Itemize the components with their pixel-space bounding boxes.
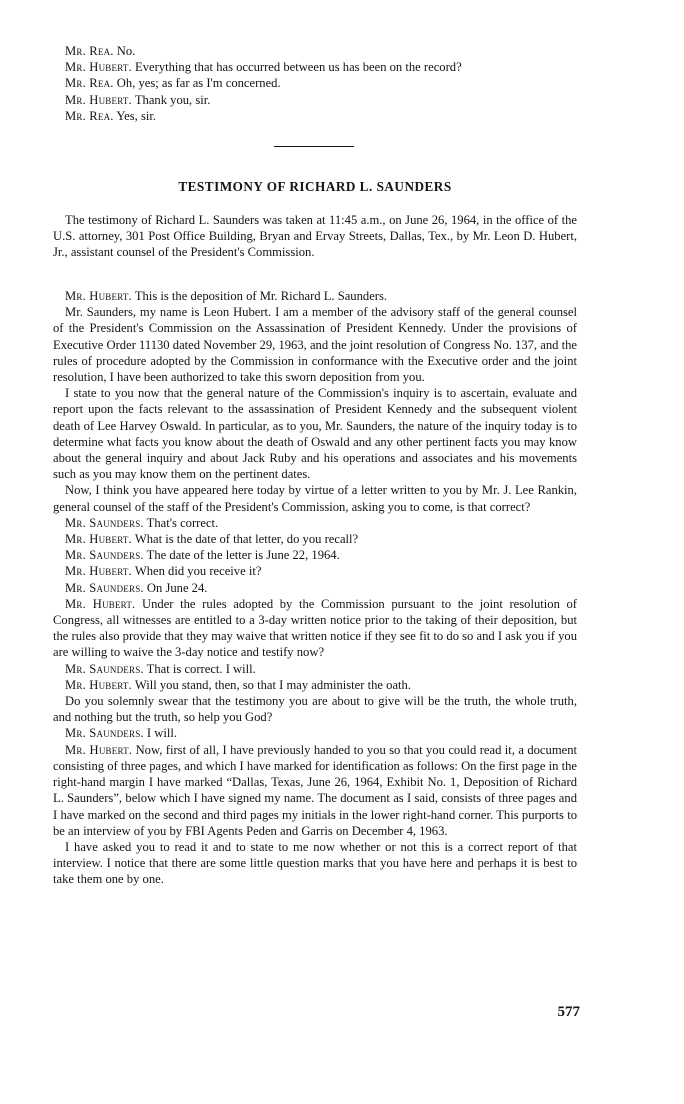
- speaker-label: Mr. Saunders.: [65, 548, 144, 563]
- speaker-label: Mr. Hubert.: [65, 564, 132, 579]
- dialogue-line: [53, 580, 577, 596]
- dialogue-text: Under the rules adopted by the Commission pursuant to the joint resolution of Congress, all witnesses are entitled to a 3-day written notice prior to the taking of their deposition, but the rules also provide that they may waive that written notice if they see fit to do so and I ask you if you are willing to waive the 3-day notice and testify now?: [53, 596, 577, 660]
- dialogue-text: That's correct.: [143, 515, 219, 530]
- speaker-label: Mr. Saunders.: [65, 515, 144, 530]
- speaker-label: Mr. Hubert.: [65, 92, 132, 107]
- speaker-label: Mr. Hubert.: [65, 742, 133, 757]
- dialogue-text: Yes, sir.: [113, 108, 157, 123]
- dialogue-line: [53, 43, 577, 59]
- dialogue-text: I will.: [143, 726, 177, 741]
- speaker-label: Mr. Hubert.: [65, 677, 132, 692]
- dialogue-line: [53, 304, 577, 385]
- speaker-label: Mr. Hubert.: [65, 532, 132, 547]
- dialogue-line: [53, 725, 577, 741]
- dialogue-line: [53, 661, 577, 677]
- dialogue-line: [53, 59, 577, 75]
- dialogue-line: [53, 596, 577, 661]
- dialogue-text: When did you receive it?: [131, 564, 262, 579]
- dialogue-text: What is the date of that letter, do you recall?: [131, 532, 359, 547]
- dialogue-text: That is correct. I will.: [143, 661, 256, 676]
- speaker-label: Mr. Saunders.: [65, 580, 144, 595]
- section-title: TESTIMONY OF RICHARD L. SAUNDERS: [178, 179, 452, 194]
- dialogue-text: Oh, yes; as far as I'm concerned.: [113, 76, 281, 91]
- dialogue-line: [53, 515, 577, 531]
- dialogue-line: [53, 92, 577, 108]
- dialogue-text: Everything that has occurred between us has been on the record?: [131, 60, 462, 75]
- dialogue-line: [53, 839, 577, 888]
- dialogue-line: [53, 482, 577, 514]
- dialogue-text: Now, first of all, I have previously handed to you so that you could read it, a document consisting of three pages, and which I have marked for identification as follows: On the first page in the right-hand margin I have marked “Dallas, Texas, June 26, 1964, Exhibit No. 1, Deposition of Richard L. Saunders”, below which I have signed my name. The document as I said, consists of three pages and I have marked on the second and third pages my initials in the lower right-hand corner. This purports to be an interview of you by FBI Agents Peden and Garris on December 4, 1963.: [53, 742, 577, 838]
- speaker-label: Mr. Hubert.: [65, 596, 136, 611]
- dialogue-text: Thank you, sir.: [131, 92, 211, 107]
- speaker-label: Mr. Saunders.: [65, 726, 144, 741]
- dialogue-text: Will you stand, then, so that I may administer the oath.: [131, 677, 411, 692]
- testimony-body: [53, 288, 577, 888]
- speaker-label: Mr. Saunders.: [65, 661, 144, 676]
- dialogue-line: [53, 677, 577, 693]
- dialogue-line: [53, 288, 577, 304]
- dialogue-line: [53, 75, 577, 91]
- intro-paragraph: [53, 212, 577, 261]
- dialogue-text: Mr. Saunders, my name is Leon Hubert. I am a member of the advisory staff of the general counsel of the President's Commission on the Assassination of President Kennedy. Under the provisions of Executive Order 11130 dated November 29, 1963, and the joint resolution of Congress No. 137, and the rules of procedure adopted by the Commission in conformance with the Executive order and the joint resolution, I have been authorized to take this sworn deposition from you.: [53, 305, 577, 385]
- dialogue-line: [53, 563, 577, 579]
- dialogue-line: [53, 693, 577, 725]
- dialogue-line: [53, 531, 577, 547]
- dialogue-text: This is the deposition of Mr. Richard L. Saunders.: [131, 289, 388, 303]
- dialogue-line: [53, 385, 577, 482]
- speaker-label: Mr. Rea.: [65, 76, 114, 91]
- speaker-label: Mr. Rea.: [65, 44, 114, 58]
- dialogue-text: On June 24.: [143, 580, 208, 595]
- prior-testimony-closing: [53, 43, 577, 124]
- speaker-label: Mr. Hubert.: [65, 60, 132, 75]
- dialogue-line: [53, 547, 577, 563]
- dialogue-text: No.: [113, 44, 136, 58]
- dialogue-text: I have asked you to read it and to state to me now whether or not this is a correct report of that interview. I notice that there are some little question marks that you have here and perhaps it is best to take them one by one.: [53, 839, 577, 887]
- dialogue-text: I state to you now that the general nature of the Commission's inquiry is to ascertain, evaluate and report upon the facts relevant to the assassination of President Kennedy and the subsequent violent death of Lee Harvey Oswald. In particular, as to you, Mr. Saunders, the nature of the inquiry today is to determine what facts you know about the death of Oswald and any other pertinent facts you may know about the general inquiry and about Jack Ruby and his operations and associates and his movements such as you may know them on the pertinent dates.: [53, 386, 577, 482]
- dialogue-text: Now, I think you have appeared here today by virtue of a letter written to you by Mr. J. Lee Rankin, general counsel of the staff of the President's Commission, asking you to come, is that correct?: [53, 483, 577, 514]
- dialogue-line: [53, 108, 577, 124]
- intro-text: The testimony of Richard L. Saunders was taken at 11:45 a.m., on June 26, 1964, in the office of the U.S. attorney, 301 Post Office Building, Bryan and Ervay Streets, Dallas, Tex., by Mr. Leon D. Hubert, Jr., assistant counsel of the President's Commission.: [53, 213, 577, 260]
- dialogue-text: The date of the letter is June 22, 1964.: [143, 548, 340, 563]
- dialogue-line: [53, 742, 577, 839]
- page-number: 577: [557, 1004, 580, 1020]
- speaker-label: Mr. Hubert.: [65, 289, 132, 303]
- dialogue-text: Do you solemnly swear that the testimony you are about to give will be the truth, the whole truth, and nothing but the truth, so help you God?: [53, 694, 577, 725]
- section-divider: [274, 146, 354, 147]
- speaker-label: Mr. Rea.: [65, 108, 114, 123]
